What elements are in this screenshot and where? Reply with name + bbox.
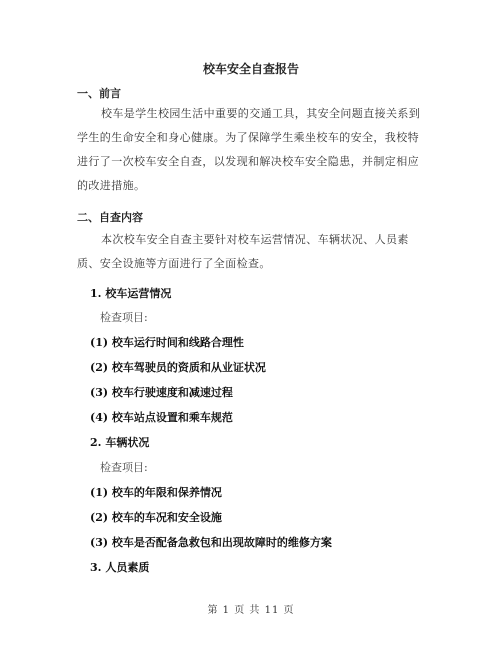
check-items-label: 检查项目: bbox=[100, 461, 148, 474]
check-item: (1) 校车运行时间和线路合理性 bbox=[90, 336, 244, 349]
check-items-label: 检查项目: bbox=[100, 311, 148, 324]
subsection-title-vehicle: 2. 车辆状况 bbox=[90, 436, 150, 449]
check-item: (3) 校车行驶速度和减速过程 bbox=[90, 386, 233, 399]
document-title: 校车安全自查报告 bbox=[202, 62, 299, 76]
check-item: (2) 校车驾驶员的资质和从业证状况 bbox=[90, 361, 266, 374]
section-heading-preface: 一、前言 bbox=[77, 87, 121, 100]
check-item: (2) 校车的车况和安全设施 bbox=[90, 511, 222, 524]
page-footer: 第 1 页 共 11 页 bbox=[207, 605, 295, 616]
subsection-title-operation: 1. 校车运营情况 bbox=[90, 287, 172, 300]
section-heading-content: 二、自查内容 bbox=[77, 211, 143, 224]
content-paragraph: 本次校车安全自查主要针对校车运营情况、车辆状况、人员素质、安全设施等方面进行了全面检查。 bbox=[77, 233, 409, 270]
subsection-title-personnel: 3. 人员素质 bbox=[90, 561, 150, 574]
check-item: (4) 校车站点设置和乘车规范 bbox=[90, 411, 233, 424]
check-item: (3) 校车是否配备急救包和出现故障时的维修方案 bbox=[90, 536, 332, 549]
check-item: (1) 校车的年限和保养情况 bbox=[90, 486, 222, 499]
preface-paragraph: 校车是学生校园生活中重要的交通工具，其安全问题直接关系到学生的生命安全和身心健康。为了保障学生乘坐校车的安全，我校特进行了一次校车安全自查，以发现和解决校车安全隐患，并制定相应的改进措施。 bbox=[77, 107, 421, 192]
